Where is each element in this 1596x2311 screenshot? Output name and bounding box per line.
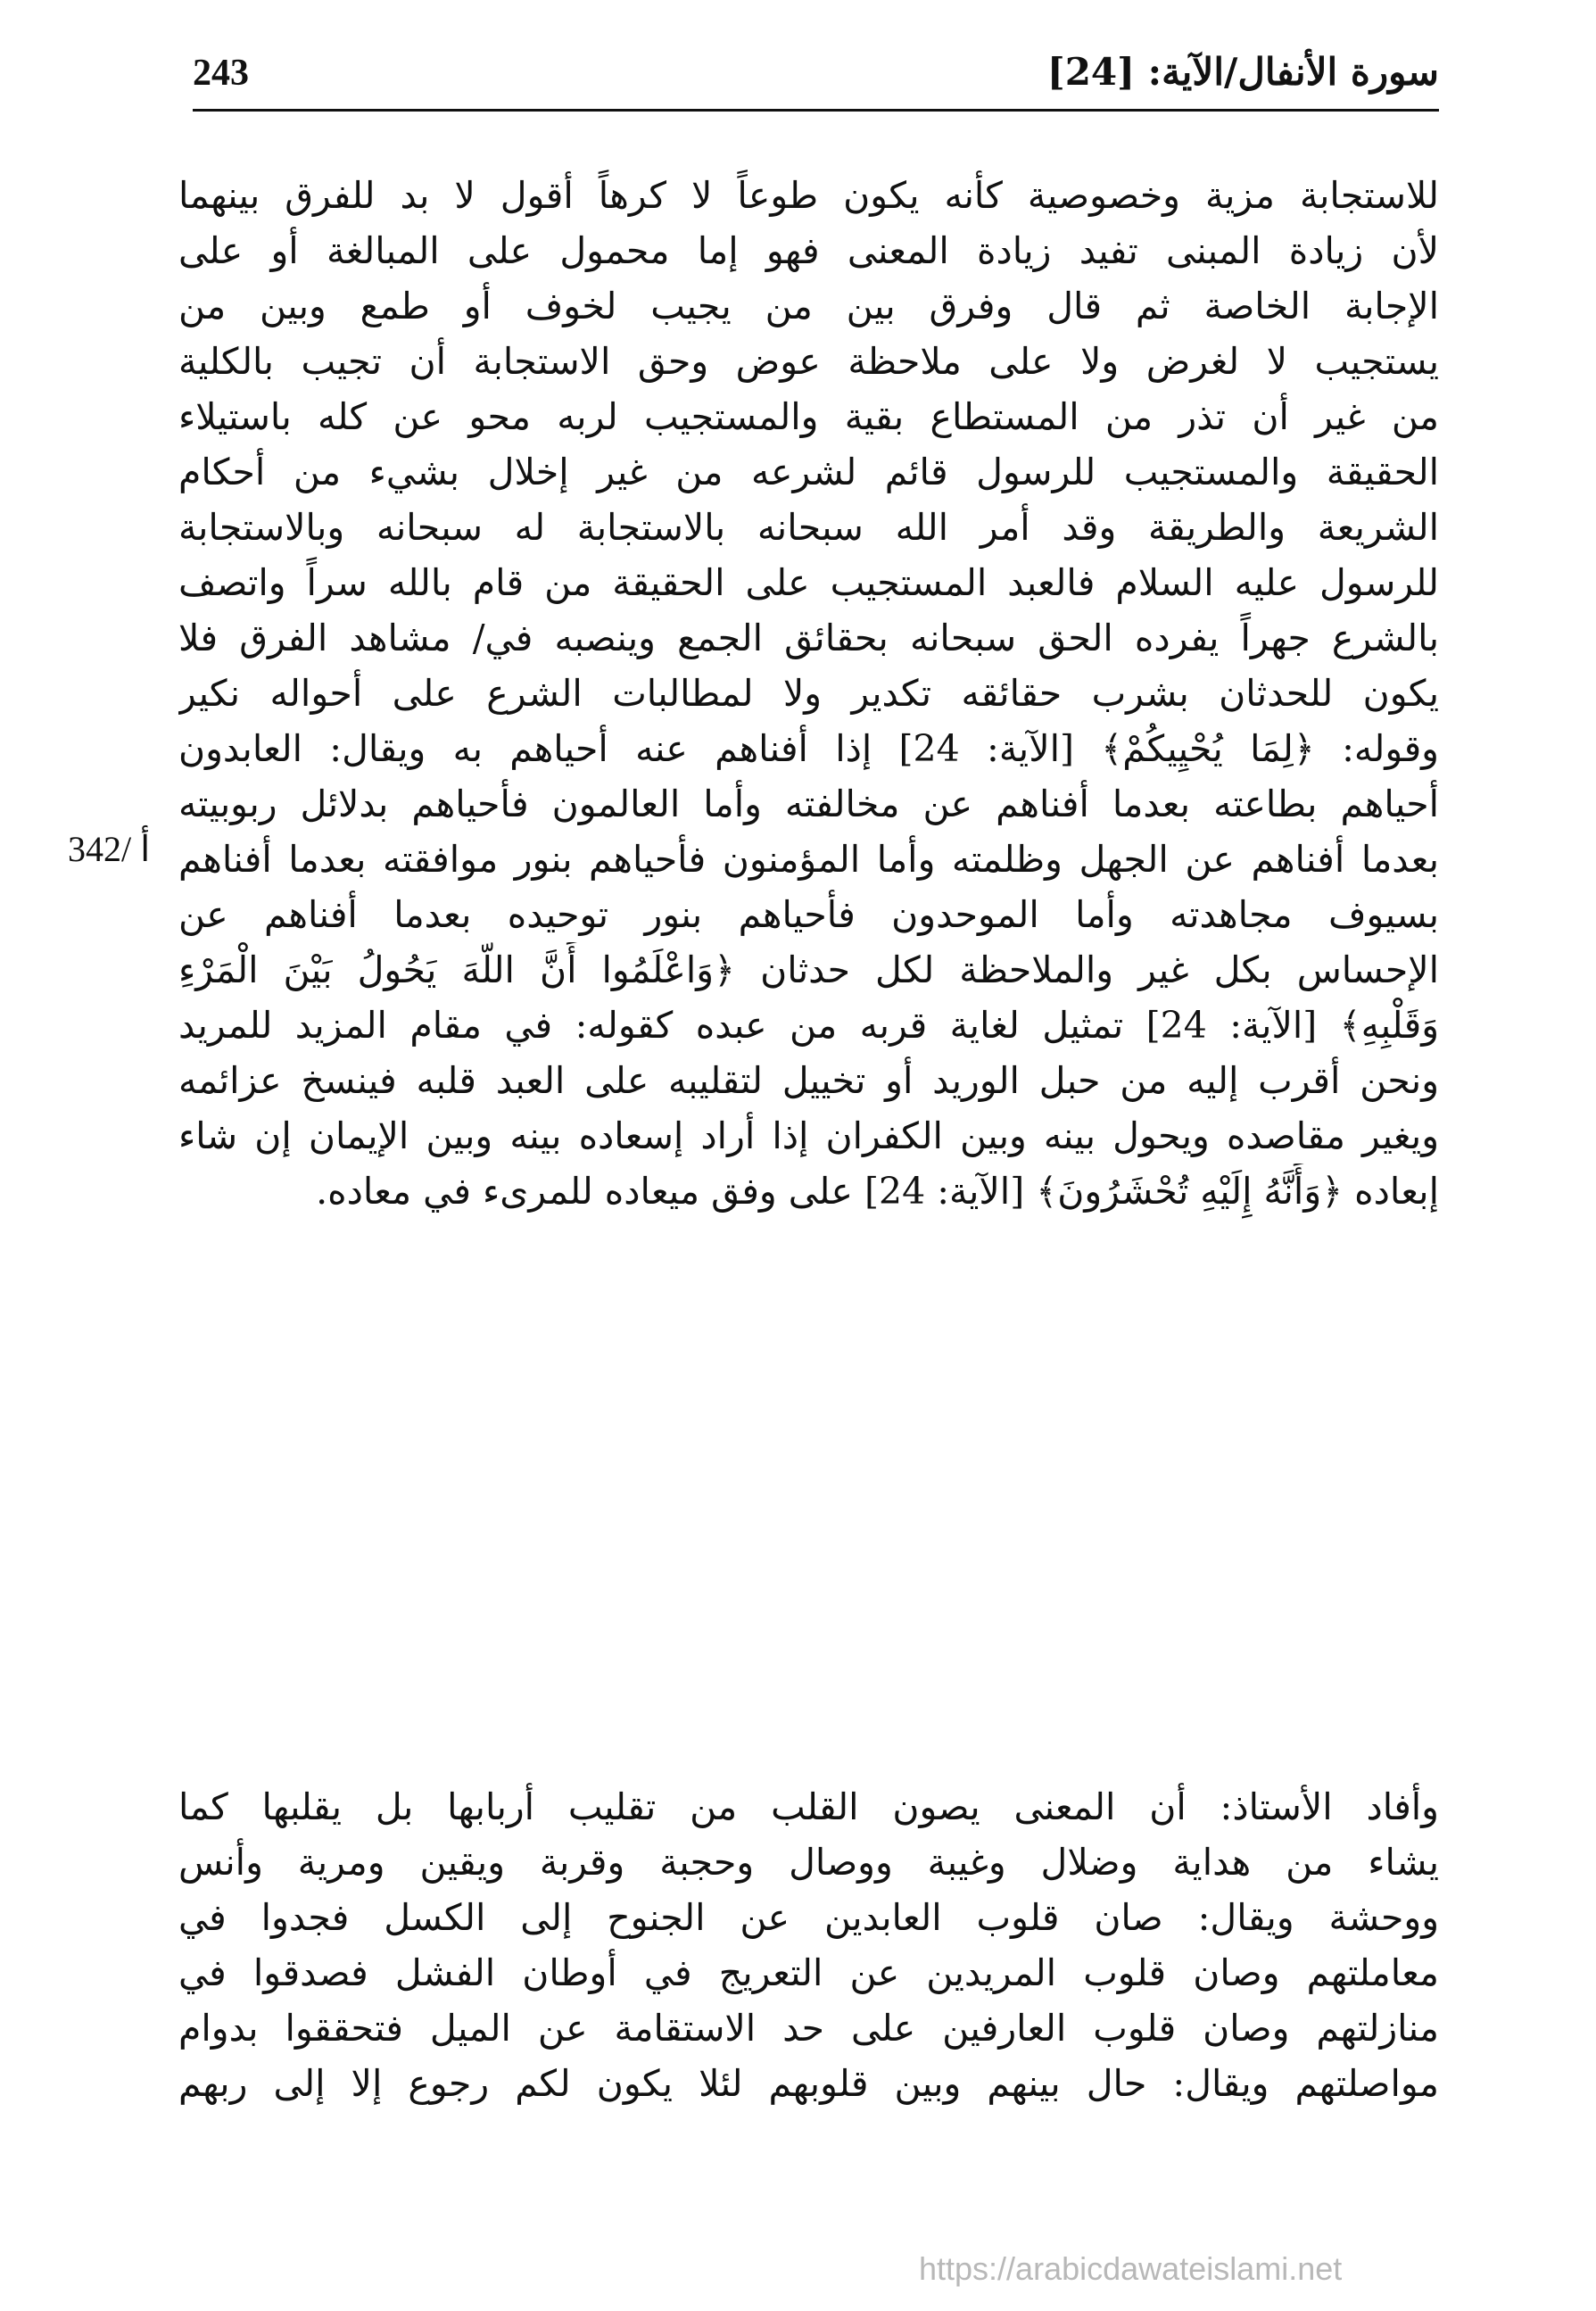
text-line: الشريعة والطريقة وقد أمر الله سبحانه بالاستجابة له سبحانه وبالاستجابة xyxy=(178,506,1439,549)
text-line: مواصلتهم ويقال: حال بينهم وبين قلوبهم لئلا يكون لكم رجوع إلا إلى ربهم xyxy=(178,2062,1439,2105)
text-line: الإجابة الخاصة ثم قال وفرق بين من يجيب لخوف أو طمع وبين من xyxy=(178,285,1439,327)
margin-manuscript-folio: 342/ أ xyxy=(68,829,151,869)
text-line: لأن زيادة المبنى تفيد زيادة المعنى فهو إما محمول على المبالغة أو على xyxy=(178,229,1439,272)
text-line: منازلتهم وصان قلوب العارفين على حد الاستقامة عن الميل فتحققوا بدوام xyxy=(178,2007,1439,2050)
text-line: يستجيب لا لغرض ولا على ملاحظة عوض وحق الاستجابة أن تجيب بالكلية xyxy=(178,340,1439,383)
text-line: للرسول عليه السلام فالعبد المستجيب على الحقيقة من قام بالله سراً واتصف xyxy=(178,561,1439,604)
page-number: 243 xyxy=(193,53,249,94)
text-line: يشاء من هداية وضلال وغيبة ووصال وحجبة وقربة ويقين ومرية وأنس xyxy=(178,1841,1439,1884)
text-line: من غير أن تذر من المستطاع بقية والمستجيب لربه محو عن كله باستيلاء xyxy=(178,395,1439,438)
text-line: إبعاده ﴿وَأَنَّهُ إِلَيْهِ تُحْشَرُونَ﴾ [الآية: 24] على وفق ميعاده للمرىء في معاده. xyxy=(316,1170,1439,1213)
text-line: أحياهم بطاعته بعدما أفناهم عن مخالفته وأما العالمون فأحياهم بدلائل ربوبيته xyxy=(178,783,1439,825)
text-line: بسيوف مجاهدته وأما الموحدون فأحياهم بنور توحيده بعدما أفناهم عن xyxy=(178,893,1439,936)
header-rule xyxy=(193,109,1439,112)
running-title: سورة الأنفال/الآية: [24] xyxy=(1046,50,1439,94)
text-line: يكون للحدثان بشرب حقائقه تكدير ولا لمطالبات الشرع على أحواله نكير xyxy=(178,672,1439,715)
text-line: وأفاد الأستاذ: أن المعنى يصون القلب من تقليب أربابها بل يقلبها كما xyxy=(178,1785,1439,1828)
text-line: للاستجابة مزية وخصوصية كأنه يكون طوعاً لا كرهاً أقول لا بد للفرق بينهما xyxy=(178,174,1439,217)
text-line: ونحن أقرب إليه من حبل الوريد أو تخييل لتقليبه على العبد قلبه فينسخ عزائمه xyxy=(178,1059,1439,1102)
text-line: بالشرع جهراً يفرده الحق سبحانه بحقائق الجمع وينصبه في/ مشاهد الفرق فلا xyxy=(178,617,1439,659)
text-line: الحقيقة والمستجيب للرسول قائم لشرعه من غير إخلال بشيء من أحكام xyxy=(178,451,1439,493)
paragraph-1 xyxy=(178,168,1439,1219)
text-line: بعدما أفناهم عن الجهل وظلمته وأما المؤمنون فأحياهم بنور موافقته بعدما أفناهم xyxy=(178,838,1439,881)
paragraph-2 xyxy=(178,1779,1439,2111)
text-line: وقوله: ﴿لِمَا يُحْيِيكُمْ﴾ [الآية: 24] إذا أفناهم عنه أحياهم به ويقال: العابدون xyxy=(178,727,1439,770)
text-line: ووحشة ويقال: صان قلوب العابدين عن الجنوح إلى الكسل فجدوا في xyxy=(178,1896,1439,1939)
text-line: وَقَلْبِهِ﴾ [الآية: 24] تمثيل لغاية قربه من عبده كقوله: في مقام المزيد للمريد xyxy=(178,1004,1439,1047)
text-line: معاملتهم وصان قلوب المريدين عن التعريج في أوطان الفشل فصدقوا في xyxy=(178,1951,1439,1994)
page-header xyxy=(193,46,1439,109)
watermark-url: https://arabicdawateislami.net xyxy=(919,2250,1343,2287)
text-line: ويغير مقاصده ويحول بينه وبين الكفران إذا أراد إسعاده بينه وبين الإيمان إن شاء xyxy=(178,1114,1439,1157)
text-line: الإحساس بكل غير والملاحظة لكل حدثان ﴿وَاعْلَمُوا أَنَّ اللَّهَ يَحُولُ بَيْنَ الْمَرْءِ xyxy=(178,948,1439,991)
